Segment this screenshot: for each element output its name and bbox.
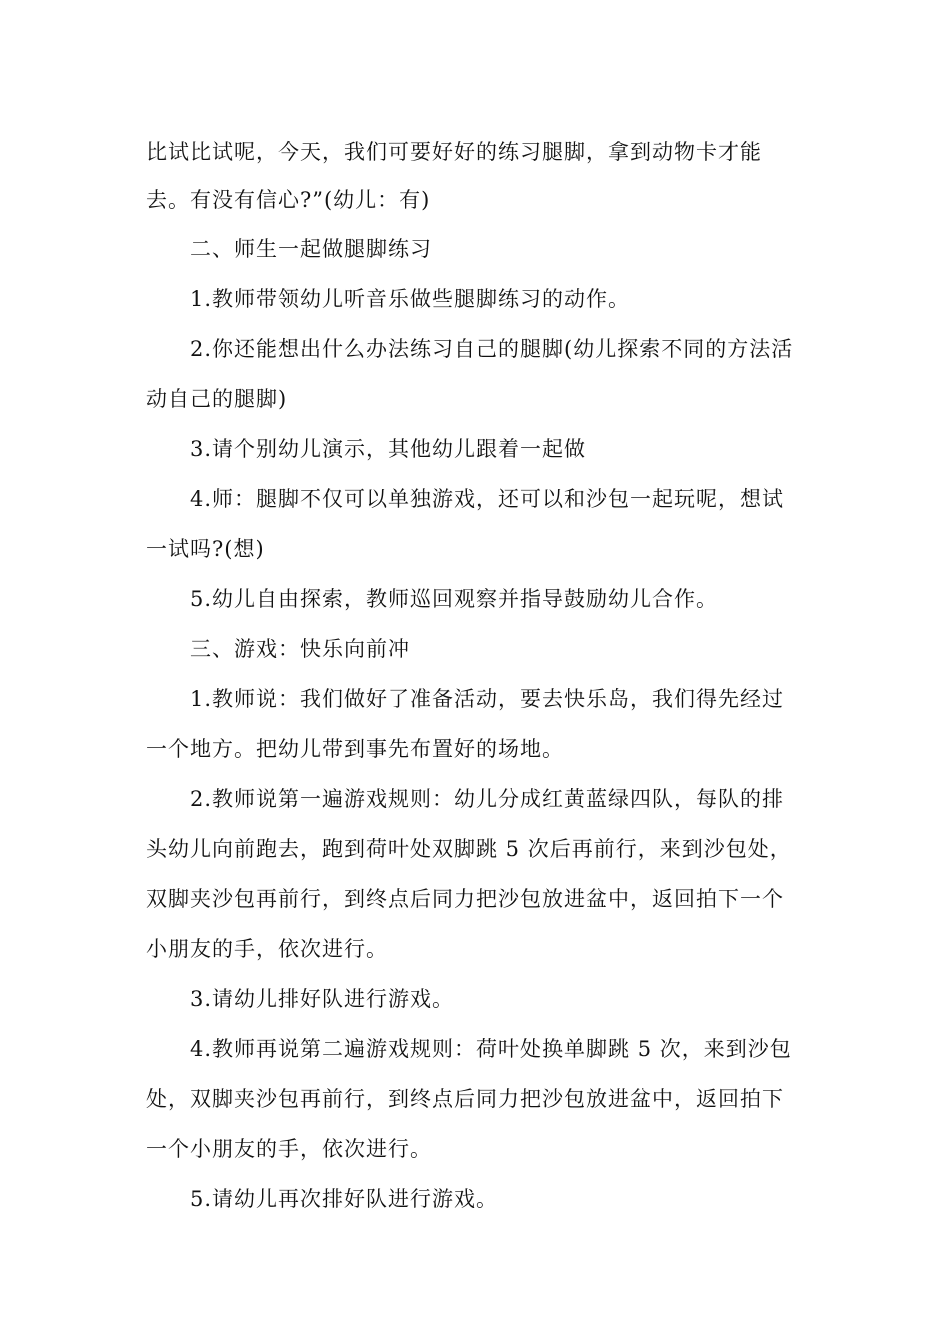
paragraph-line: 4.教师再说第二遍游戏规则：荷叶处换单脚跳 5 次，来到沙包 <box>190 1037 792 1061</box>
paragraph-line: 4.师：腿脚不仅可以单独游戏，还可以和沙包一起玩呢，想试 <box>190 487 785 511</box>
paragraph-line: 小朋友的手，依次进行。 <box>146 937 388 961</box>
paragraph-line: 一个小朋友的手，依次进行。 <box>146 1137 432 1161</box>
section-heading: 二、师生一起做腿脚练习 <box>190 237 432 261</box>
paragraph-line: 5.幼儿自由探索，教师巡回观察并指导鼓励幼儿合作。 <box>190 587 719 611</box>
paragraph-line: 头幼儿向前跑去，跑到荷叶处双脚跳 5 次后再前行，来到沙包处， <box>146 837 792 861</box>
paragraph-line: 1.教师说：我们做好了准备活动，要去快乐岛，我们得先经过 <box>190 687 785 711</box>
paragraph-line: 动自己的腿脚) <box>146 387 288 411</box>
paragraph-line: 5.请幼儿再次排好队进行游戏。 <box>190 1187 499 1211</box>
paragraph-line: 去。有没有信心?”(幼儿：有) <box>146 188 431 212</box>
paragraph-line: 1.教师带领幼儿听音乐做些腿脚练习的动作。 <box>190 287 631 311</box>
paragraph-line: 双脚夹沙包再前行，到终点后同力把沙包放进盆中，返回拍下一个 <box>146 887 784 911</box>
paragraph-line: 2.你还能想出什么办法练习自己的腿脚(幼儿探索不同的方法活 <box>190 337 794 361</box>
paragraph-line: 3.请幼儿排好队进行游戏。 <box>190 987 455 1011</box>
paragraph-line: 2.教师说第一遍游戏规则：幼儿分成红黄蓝绿四队，每队的排 <box>190 787 785 811</box>
paragraph-line: 处，双脚夹沙包再前行，到终点后同力把沙包放进盆中，返回拍下 <box>146 1087 784 1111</box>
paragraph-line: 比试比试呢，今天，我们可要好好的练习腿脚，拿到动物卡才能 <box>146 140 762 164</box>
paragraph-line: 一个地方。把幼儿带到事先布置好的场地。 <box>146 737 564 761</box>
section-heading: 三、游戏：快乐向前冲 <box>190 637 410 661</box>
paragraph-line: 一试吗?(想) <box>146 537 265 561</box>
paragraph-line: 3.请个别幼儿演示，其他幼儿跟着一起做 <box>190 437 587 461</box>
